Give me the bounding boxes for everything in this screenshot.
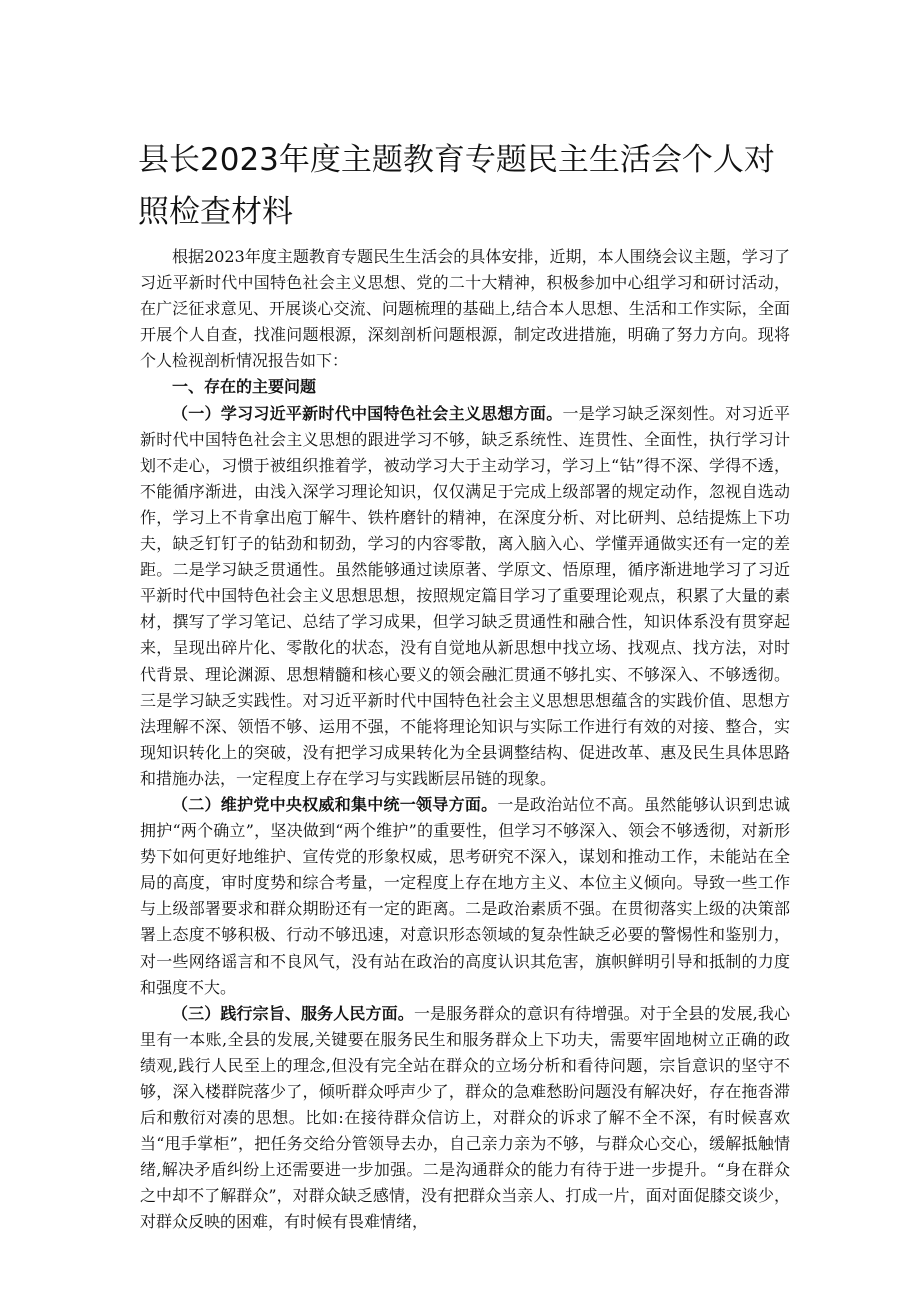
document-title: 县长2023年度主题教育专题民主生活会个人对照检查材料 bbox=[138, 142, 775, 230]
subsection-text-2: 一是政治站位不高。虽然能够认识到忠诚拥护“两个确立”，坚决做到“两个维护”的重要性，但学习不够深入、领会不够透彻，对新形势下如何更好地维护、宣传党的形象权威，思考研究不深入，谋划和推动工作，未能站在全局的高度，审时度势和综合考量，一定程度上存在地方主义、本位主义倾向。导致一些工作与上级部署要求和群众期盼还有一定的距离。二是政治素质不强。在贯彻落实上级的决策部署上态度不够积极、行动不够迅速，对意识形态领域的复杂性缺乏必要的警惕性和鉴别力，对一些网络谣言和不良风气，没有站在政治的高度认识其危害，旗帜鲜明引导和抵制的力度和强度不大。 bbox=[140, 794, 790, 997]
subsection-text-3: 一是服务群众的意识有待增强。对于全县的发展,我心里有一本账,全县的发展,关键要在服务民生和服务群众上下功夫，需要牢固地树立正确的政绩观,践行人民至上的理念,但没有完全站在群众的立场分析和看待问题，宗旨意识的坚守不够，深入楼群院落少了，倾听群众呼声少了，群众的急难愁盼问题没有解决好，存在拖沓滞后和敷衍对凑的思想。比如:在接待群众信访上，对群众的诉求了解不全不深，有时候喜欢当“甩手掌柜”，把任务交给分管领导去办，自己亲力亲为不够，与群众心交心，缓解抵触情绪,解决矛盾纠纷上还需要进一步加强。二是沟通群众的能力有待于进一步提升。“身在群众之中却不了解群众”，对群众缺乏感情，没有把群众当亲人、打成一片，面对面促膝交谈少，对群众反映的困难，有时候有畏难情绪， bbox=[140, 1003, 790, 1232]
subsection-paragraph-3 bbox=[140, 1001, 790, 1236]
intro-paragraph: 根据2023年度主题教育专题民生生活会的具体安排，近期，本人围绕会议主题，学习了习近平新时代中国特色社会主义思想、党的二十大精神，积极参加中心组学习和研讨活动，在广泛征求意见、开展谈心交流、问题梳理的基础上,结合本人思想、生活和工作实际，全面开展个人自查，找准问题根源，深刻剖析问题根源，制定改进措施，明确了努力方向。现将个人检视剖析情况报告如下： bbox=[140, 247, 790, 371]
subsection-lead-1: （一）学习习近平新时代中国特色社会主义思想方面。 bbox=[172, 403, 563, 423]
subsection-paragraph-2 bbox=[140, 792, 790, 1001]
subsection-lead-3: （三）践行宗旨、服务人民方面。 bbox=[172, 1003, 414, 1023]
section-heading: 一、存在的主要问题 bbox=[172, 377, 317, 397]
document-body bbox=[140, 244, 790, 1236]
subsection-lead-2: （二）维护党中央权威和集中统一领导方面。 bbox=[172, 794, 498, 814]
subsection-text-1: 一是学习缺乏深刻性。对习近平新时代中国特色社会主义思想的跟进学习不够，缺乏系统性、连贯性、全面性，执行学习计划不走心，习惯于被组织推着学，被动学习大于主动学习，学习上“钻”得不深、学得不透，不能循序渐进，由浅入深学习理论知识，仅仅满足于完成上级部署的规定动作，忽视自选动作，学习上不肯拿出庖丁解牛、铁杵磨针的精神，在深度分析、对比研判、总结提炼上下功夫，缺乏钉钉子的钻劲和韧劲，学习的内容零散，离入脑入心、学懂弄通做实还有一定的差距。二是学习缺乏贯通性。虽然能够通过读原著、学原文、悟原理，循序渐进地学习了习近平新时代中国特色社会主义思想思想，按照规定篇目学习了重要理论观点，积累了大量的素材，撰写了学习笔记、总结了学习成果，但学习缺乏贯通性和融合性，知识体系没有贯穿起来，呈现出碎片化、零散化的状态，没有自觉地从新思想中找立场、找观点、找方法，对时代背景、理论渊源、思想精髓和核心要义的领会融汇贯通不够扎实、不够深入、不够透彻。三是学习缺乏实践性。对习近平新时代中国特色社会主义思想思想蕴含的实践价值、思想方法理解不深、领悟不够、运用不强，不能将理论知识与实际工作进行有效的对接、整合，实现知识转化上的突破，没有把学习成果转化为全县调整结构、促进改革、惠及民生具体思路和措施办法，一定程度上存在学习与实践断层吊链的现象。 bbox=[140, 403, 790, 788]
subsection-paragraph-1 bbox=[140, 401, 790, 792]
